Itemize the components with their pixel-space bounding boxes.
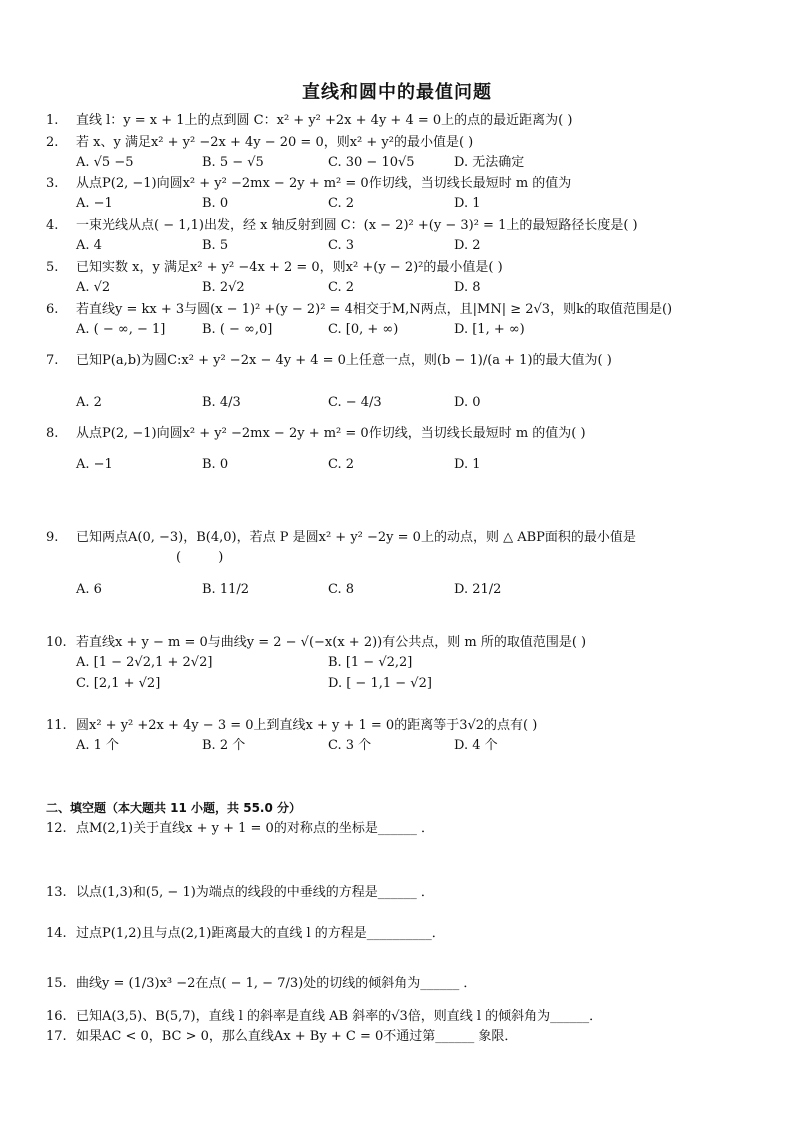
question-number: 3. [46,176,59,191]
question-stem: 若直线x + y − m = 0与曲线y = 2 − √(−x(x + 2))有公共点，则 m 所的取值范围是( ) [76,635,587,650]
question-stem: 已知实数 x，y 满足x² + y² −4x + 2 = 0，则x² +(y − 2)²的最小值是( ) [76,260,503,275]
option-d: D. 0 [454,395,481,410]
question-number: 6. [46,302,59,317]
question-stem: 直线 l：y = x + 1上的点到圆 C：x² + y² +2x + 4y + 4 = 0上的点的最近距离为( ) [76,113,573,128]
question-stem: 过点P(1,2)且与点(2,1)距离最大的直线 l 的方程是__________． [76,926,445,941]
option-b: B. 0 [202,196,229,211]
question-number: 11. [46,718,67,733]
question-stem: 曲线y = (1/3)x³ −2在点( − 1, − 7/3)处的切线的倾斜角为______ ． [76,976,477,991]
question-stem: 已知A(3,5)、B(5,7)，直线 l 的斜率是直线 AB 斜率的√3倍，则直线 l 的倾斜角为______． [76,1009,603,1024]
option-c: C. 2 [328,457,355,472]
option-b: B. 2 个 [202,738,246,753]
question-stem: 如果AC < 0，BC > 0，那么直线Ax + By + C = 0不通过第______ 象限． [76,1029,518,1044]
option-a: A. 6 [76,582,102,597]
question-number: 15. [46,976,67,991]
option-c: C. [2,1 + √2] [76,676,161,691]
question-stem: 从点P(2, −1)向圆x² + y² −2mx − 2y + m² = 0作切线，当切线长最短时 m 的值为 [76,176,572,191]
option-a: A. 4 [76,238,102,253]
answer-parentheses: ( ) [176,550,224,565]
option-c: C. − 4/3 [328,395,382,410]
option-a: A. √2 [76,280,111,295]
option-d: D. 4 个 [454,738,498,753]
question-stem: 圆x² + y² +2x + 4y − 3 = 0上到直线x + y + 1 = 0的距离等于3√2的点有( ) [76,718,538,733]
option-c: C. 2 [328,280,355,295]
option-c: C. 3 [328,238,355,253]
option-b: B. 11/2 [202,582,250,597]
page-title: 直线和圆中的最值问题 [302,82,492,103]
option-d: D. 2 [454,238,481,253]
option-c: C. [0, + ∞) [328,322,399,337]
option-c: C. 30 − 10√5 [328,155,415,170]
question-number: 14. [46,926,67,941]
question-number: 16. [46,1009,67,1024]
question-number: 12. [46,821,67,836]
option-a: A. [1 − 2√2,1 + 2√2] [76,655,213,670]
question-stem: 已知P(a,b)为圆C:x² + y² −2x − 4y + 4 = 0上任意一点，则(b − 1)/(a + 1)的最大值为( ) [76,353,612,368]
question-stem: 从点P(2, −1)向圆x² + y² −2mx − 2y + m² = 0作切线，当切线长最短时 m 的值为( ) [76,426,586,441]
question-stem: 已知两点A(0, −3)，B(4,0)，若点 P 是圆x² + y² −2y = 0上的动点，则 △ ABP面积的最小值是 [76,530,636,545]
question-number: 10. [46,635,67,650]
option-d: D. 1 [454,457,481,472]
option-c: C. 2 [328,196,355,211]
option-b: B. [1 − √2,2] [328,655,413,670]
question-number: 13. [46,885,67,900]
option-a: A. √5 −5 [76,155,134,170]
question-number: 8. [46,426,59,441]
question-stem: 若 x、y 满足x² + y² −2x + 4y − 20 = 0，则x² + y²的最小值是( ) [76,135,474,150]
option-b: B. 4/3 [202,395,241,410]
option-d: D. [ − 1,1 − √2] [328,676,432,691]
option-d: D. [1, + ∞) [454,322,525,337]
option-a: A. −1 [76,457,113,472]
option-a: A. ( − ∞, − 1] [76,322,166,337]
option-d: D. 1 [454,196,481,211]
question-number: 9. [46,530,59,545]
question-number: 7. [46,353,59,368]
question-stem: 一束光线从点( − 1,1)出发，经 x 轴反射到圆 C：(x − 2)² +(y − 3)² = 1上的最短路径长度是( ) [76,218,638,233]
question-stem: 以点(1,3)和(5, − 1)为端点的线段的中垂线的方程是______ ． [76,885,434,900]
option-b: B. 0 [202,457,229,472]
section-heading: 二、填空题（本大题共 11 小题，共 55.0 分） [46,801,302,815]
option-b: B. 5 − √5 [202,155,264,170]
question-stem: 若直线y = kx + 3与圆(x − 1)² +(y − 2)² = 4相交于M,N两点，且|MN| ≥ 2√3，则k的取值范围是() [76,302,673,317]
question-number: 5. [46,260,59,275]
option-d: D. 无法确定 [454,155,525,170]
question-number: 2. [46,135,59,150]
option-d: D. 21/2 [454,582,502,597]
option-d: D. 8 [454,280,481,295]
question-stem: 点M(2,1)关于直线x + y + 1 = 0的对称点的坐标是______ ． [76,821,434,836]
question-number: 4. [46,218,59,233]
option-a: A. −1 [76,196,113,211]
option-a: A. 1 个 [76,738,120,753]
option-a: A. 2 [76,395,102,410]
question-number: 1. [46,113,59,128]
option-b: B. 5 [202,238,229,253]
option-b: B. 2√2 [202,280,245,295]
option-c: C. 3 个 [328,738,372,753]
option-b: B. ( − ∞,0] [202,322,273,337]
question-number: 17. [46,1029,67,1044]
option-c: C. 8 [328,582,355,597]
